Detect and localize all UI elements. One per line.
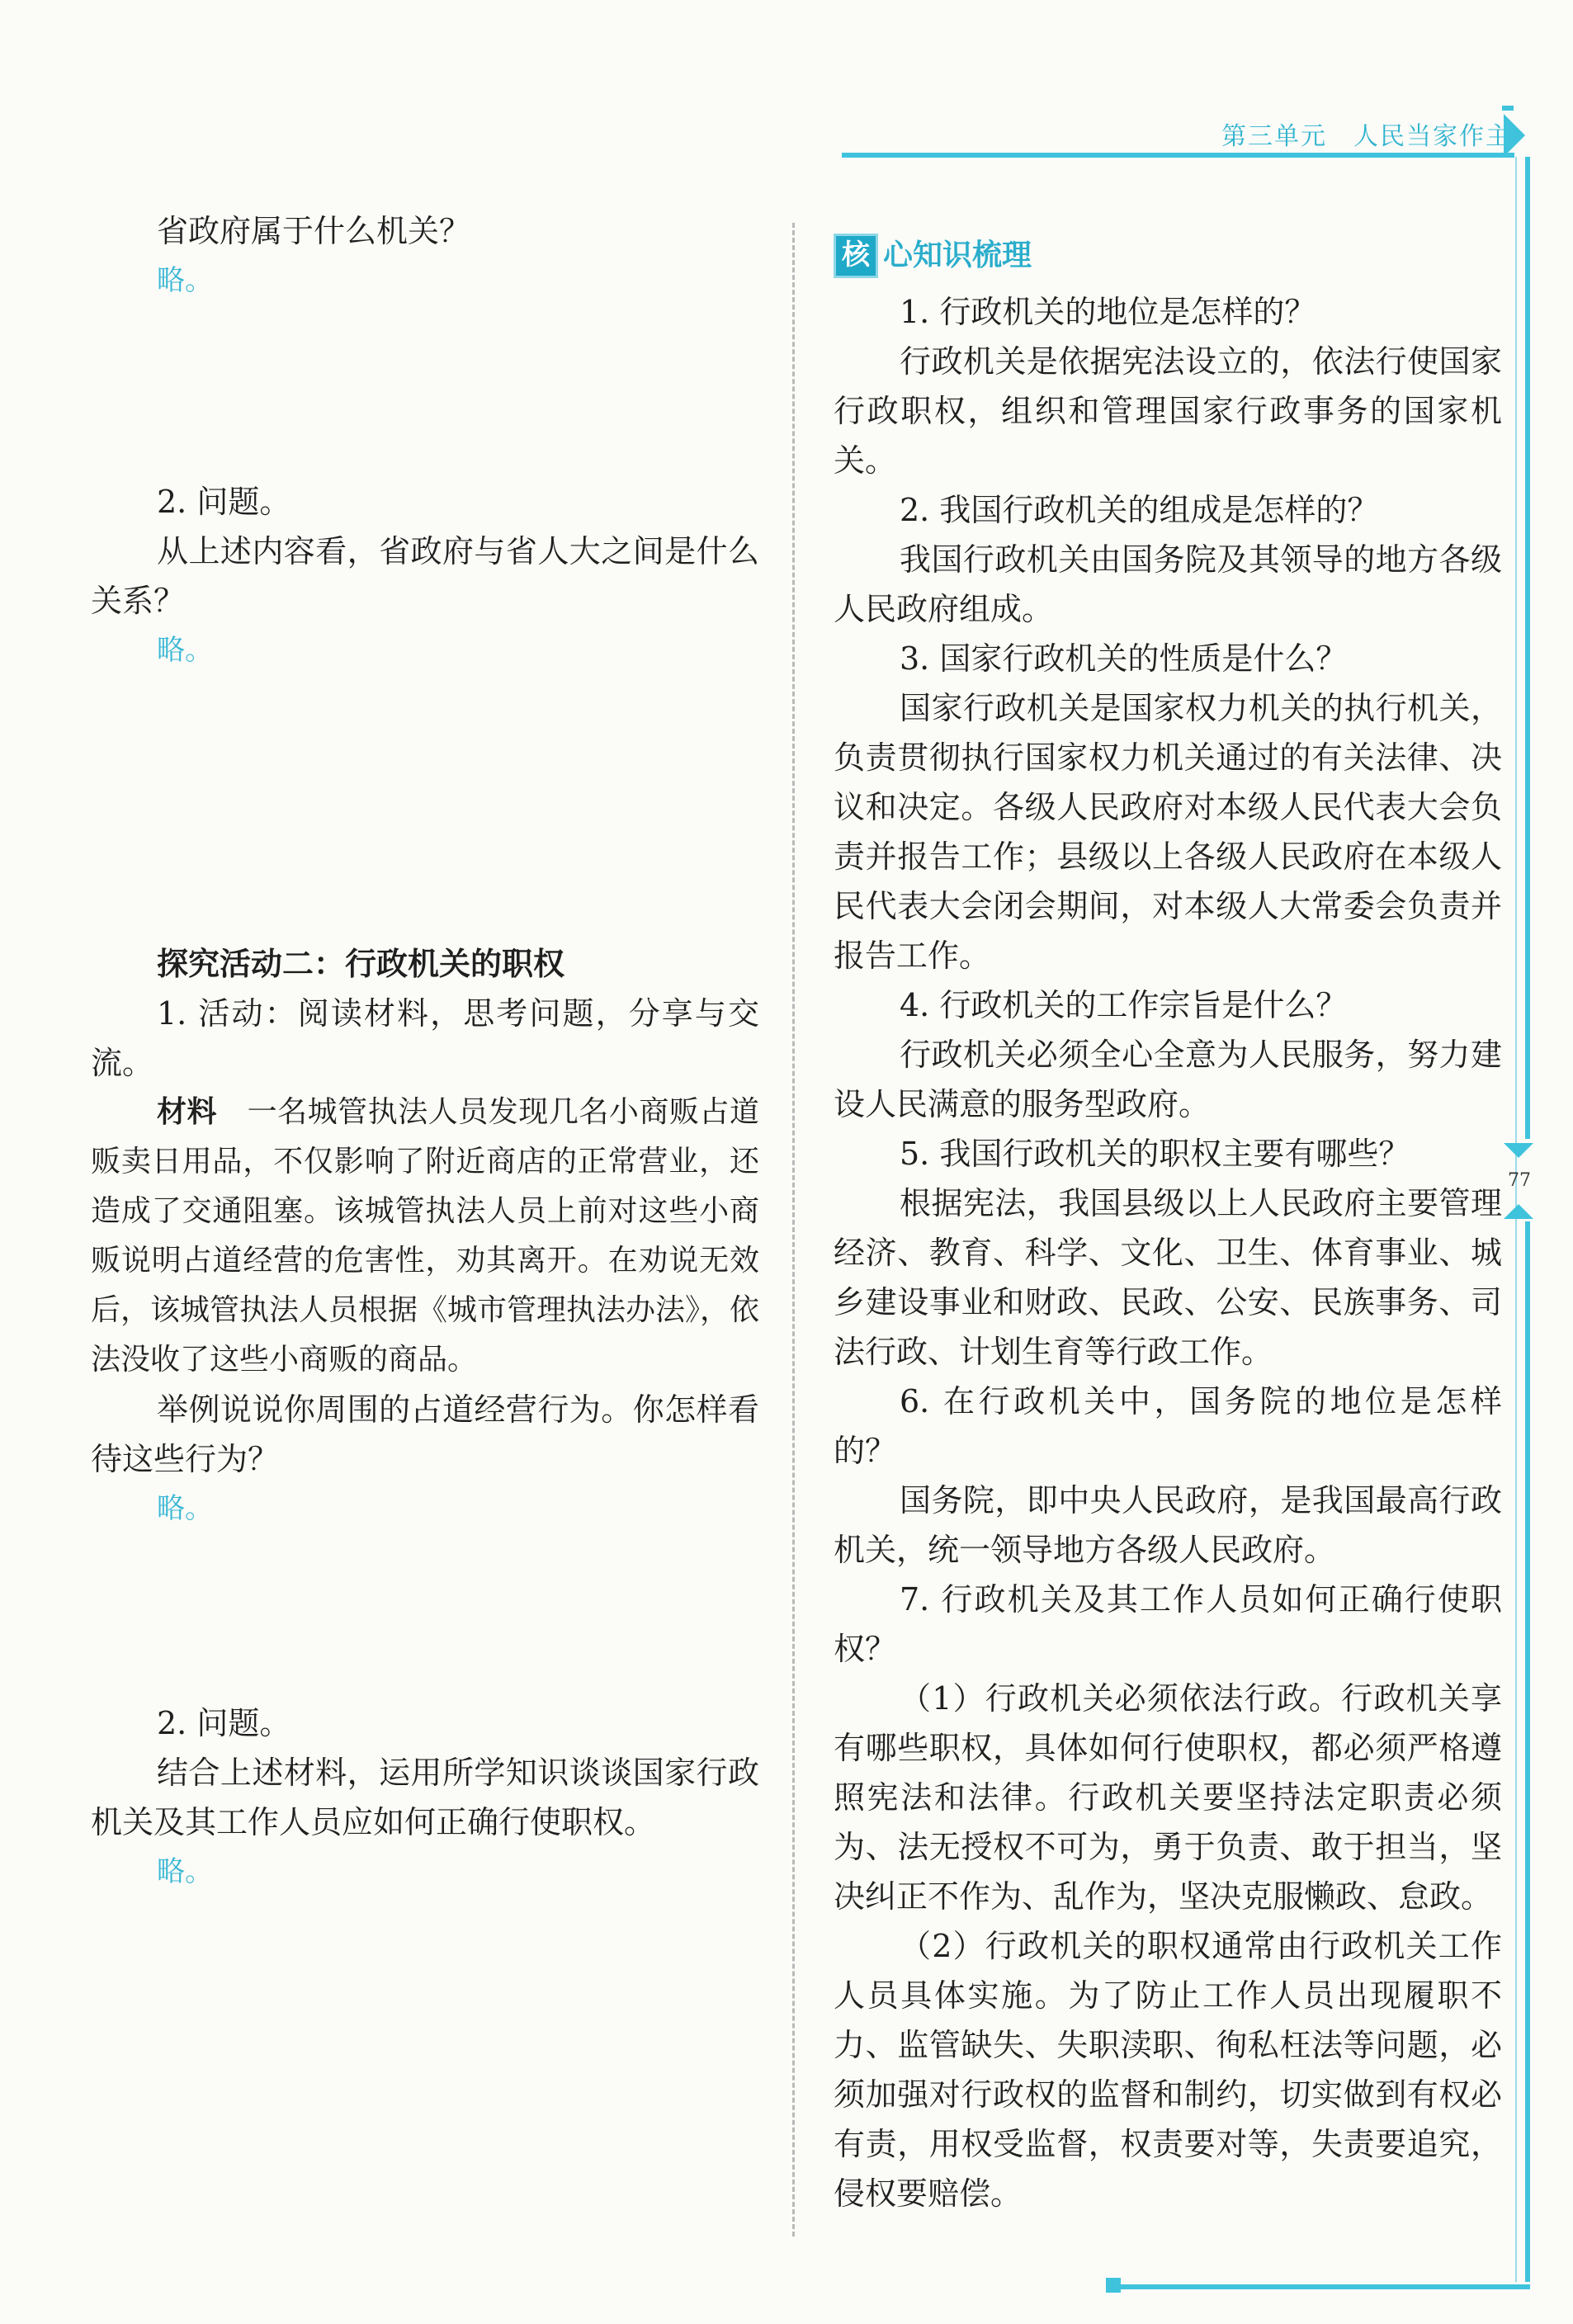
knowledge-question: 5. 我国行政机关的职权主要有哪些？ (900, 1136, 1410, 1172)
question-text: 举例说说你周围的占道经营行为。你怎样看待这些行为？ (91, 1391, 759, 1477)
margin-rule-lower (1525, 1221, 1530, 2282)
knowledge-answer: 国务院，即中央人民政府，是我国最高行政机关，统一领导地方各级人民政府。 (834, 1482, 1502, 1568)
column-divider (792, 223, 795, 2237)
question-label: 2. 问题。 (157, 484, 291, 520)
answer-space (91, 675, 759, 939)
header-arrow-icon (1504, 114, 1525, 157)
knowledge-answer: （1）行政机关必须依法行政。行政机关享有哪些职权，具体如何行使职权，都必须严格遵照宪法和法律。行政机关要坚持法定职责必须为、法无授权不可为，勇于负责、敢于担当，坚决纠正不作为、乱作为，坚决克服懒政、怠政。 (834, 1680, 1502, 1915)
answer-space (91, 305, 759, 477)
answer-text: 略。 (157, 1492, 213, 1525)
answer-space (91, 1533, 759, 1698)
material-paragraph (91, 1088, 759, 1385)
knowledge-answer: 行政机关必须全心全意为人民服务，努力建设人民满意的服务型政府。 (834, 1037, 1502, 1122)
answer-text: 略。 (157, 1855, 213, 1888)
knowledge-answer: （2）行政机关的职权通常由行政机关工作人员具体实施。为了防止工作人员出现履职不力、监管缺失、失职渎职、徇私枉法等问题，必须加强对行政权的监督和制约，切实做到有权必有责，用权受监督，权责要对等，失责要追究，侵权要赔偿。 (834, 1928, 1502, 2212)
margin-rule-upper (1525, 157, 1530, 1139)
section-heading (834, 231, 1502, 281)
unit-title: 第三单元 人民当家作主 (1221, 122, 1512, 151)
activity-instruction: 1. 活动：阅读材料，思考问题，分享与交流。 (91, 995, 759, 1081)
bottom-rule (1114, 2284, 1530, 2289)
knowledge-answer: 我国行政机关由国务院及其领导的地方各级人民政府组成。 (834, 541, 1502, 627)
question-text: 从上述内容看，省政府与省人大之间是什么关系？ (91, 533, 759, 619)
marker-arrow-down-icon (1504, 1143, 1533, 1158)
material-label: 材料 (157, 1095, 218, 1129)
section-badge: 核 (834, 234, 878, 278)
answer-text: 略。 (157, 634, 213, 667)
knowledge-question: 7. 行政机关及其工作人员如何正确行使职权？ (834, 1581, 1502, 1667)
header-accent (1502, 106, 1514, 111)
knowledge-question: 3. 国家行政机关的性质是什么？ (900, 640, 1348, 677)
knowledge-answer: 国家行政机关是国家权力机关的执行机关，负责贯彻执行国家权力机关通过的有关法律、决议和决定。各级人民政府对本级人民代表大会负责并报告工作；县级以上各级人民政府在本级人民代表大会闭会期间，对本级人大常委会负责并报告工作。 (834, 690, 1502, 974)
knowledge-answer: 行政机关是依据宪法设立的，依法行使国家行政职权，组织和管理国家行政事务的国家机关。 (834, 343, 1502, 479)
question-line: 省政府属于什么机关？ (157, 213, 471, 249)
knowledge-question: 6. 在行政机关中，国务院的地位是怎样的？ (834, 1383, 1502, 1469)
knowledge-question: 2. 我国行政机关的组成是怎样的？ (900, 492, 1379, 528)
question-text: 结合上述材料，运用所学知识谈谈国家行政机关及其工作人员应如何正确行使职权。 (91, 1755, 759, 1840)
knowledge-question: 4. 行政机关的工作宗旨是什么？ (900, 987, 1348, 1023)
answer-text: 略。 (157, 264, 213, 297)
section-title: 心知识梳理 (883, 239, 1032, 272)
left-column (91, 206, 759, 1897)
marker-arrow-up-icon (1504, 1204, 1533, 1219)
page-number: 77 (1508, 1170, 1531, 1191)
knowledge-answer: 根据宪法，我国县级以上人民政府主要管理经济、教育、科学、文化、卫生、体育事业、城乡建设事业和财政、民政、公安、民族事务、司法行政、计划生育等行政工作。 (834, 1185, 1502, 1370)
knowledge-question: 1. 行政机关的地位是怎样的？ (900, 294, 1316, 330)
question-label: 2. 问题。 (157, 1705, 291, 1741)
material-text: 一名城管执法人员发现几名小商贩占道贩卖日用品，不仅影响了附近商店的正常营业，还造成了交通阻塞。该城管执法人员上前对这些小商贩说明占道经营的危害性，劝其离开。在劝说无效后，该城管执法人员根据《城市管理执法办法》，依法没收了这些小商贩的商品。 (91, 1095, 760, 1377)
right-column (834, 231, 1502, 2218)
margin-rule-thin (1515, 157, 1517, 2282)
activity-heading: 探究活动二：行政机关的职权 (157, 946, 565, 982)
header-rule (842, 153, 1514, 158)
